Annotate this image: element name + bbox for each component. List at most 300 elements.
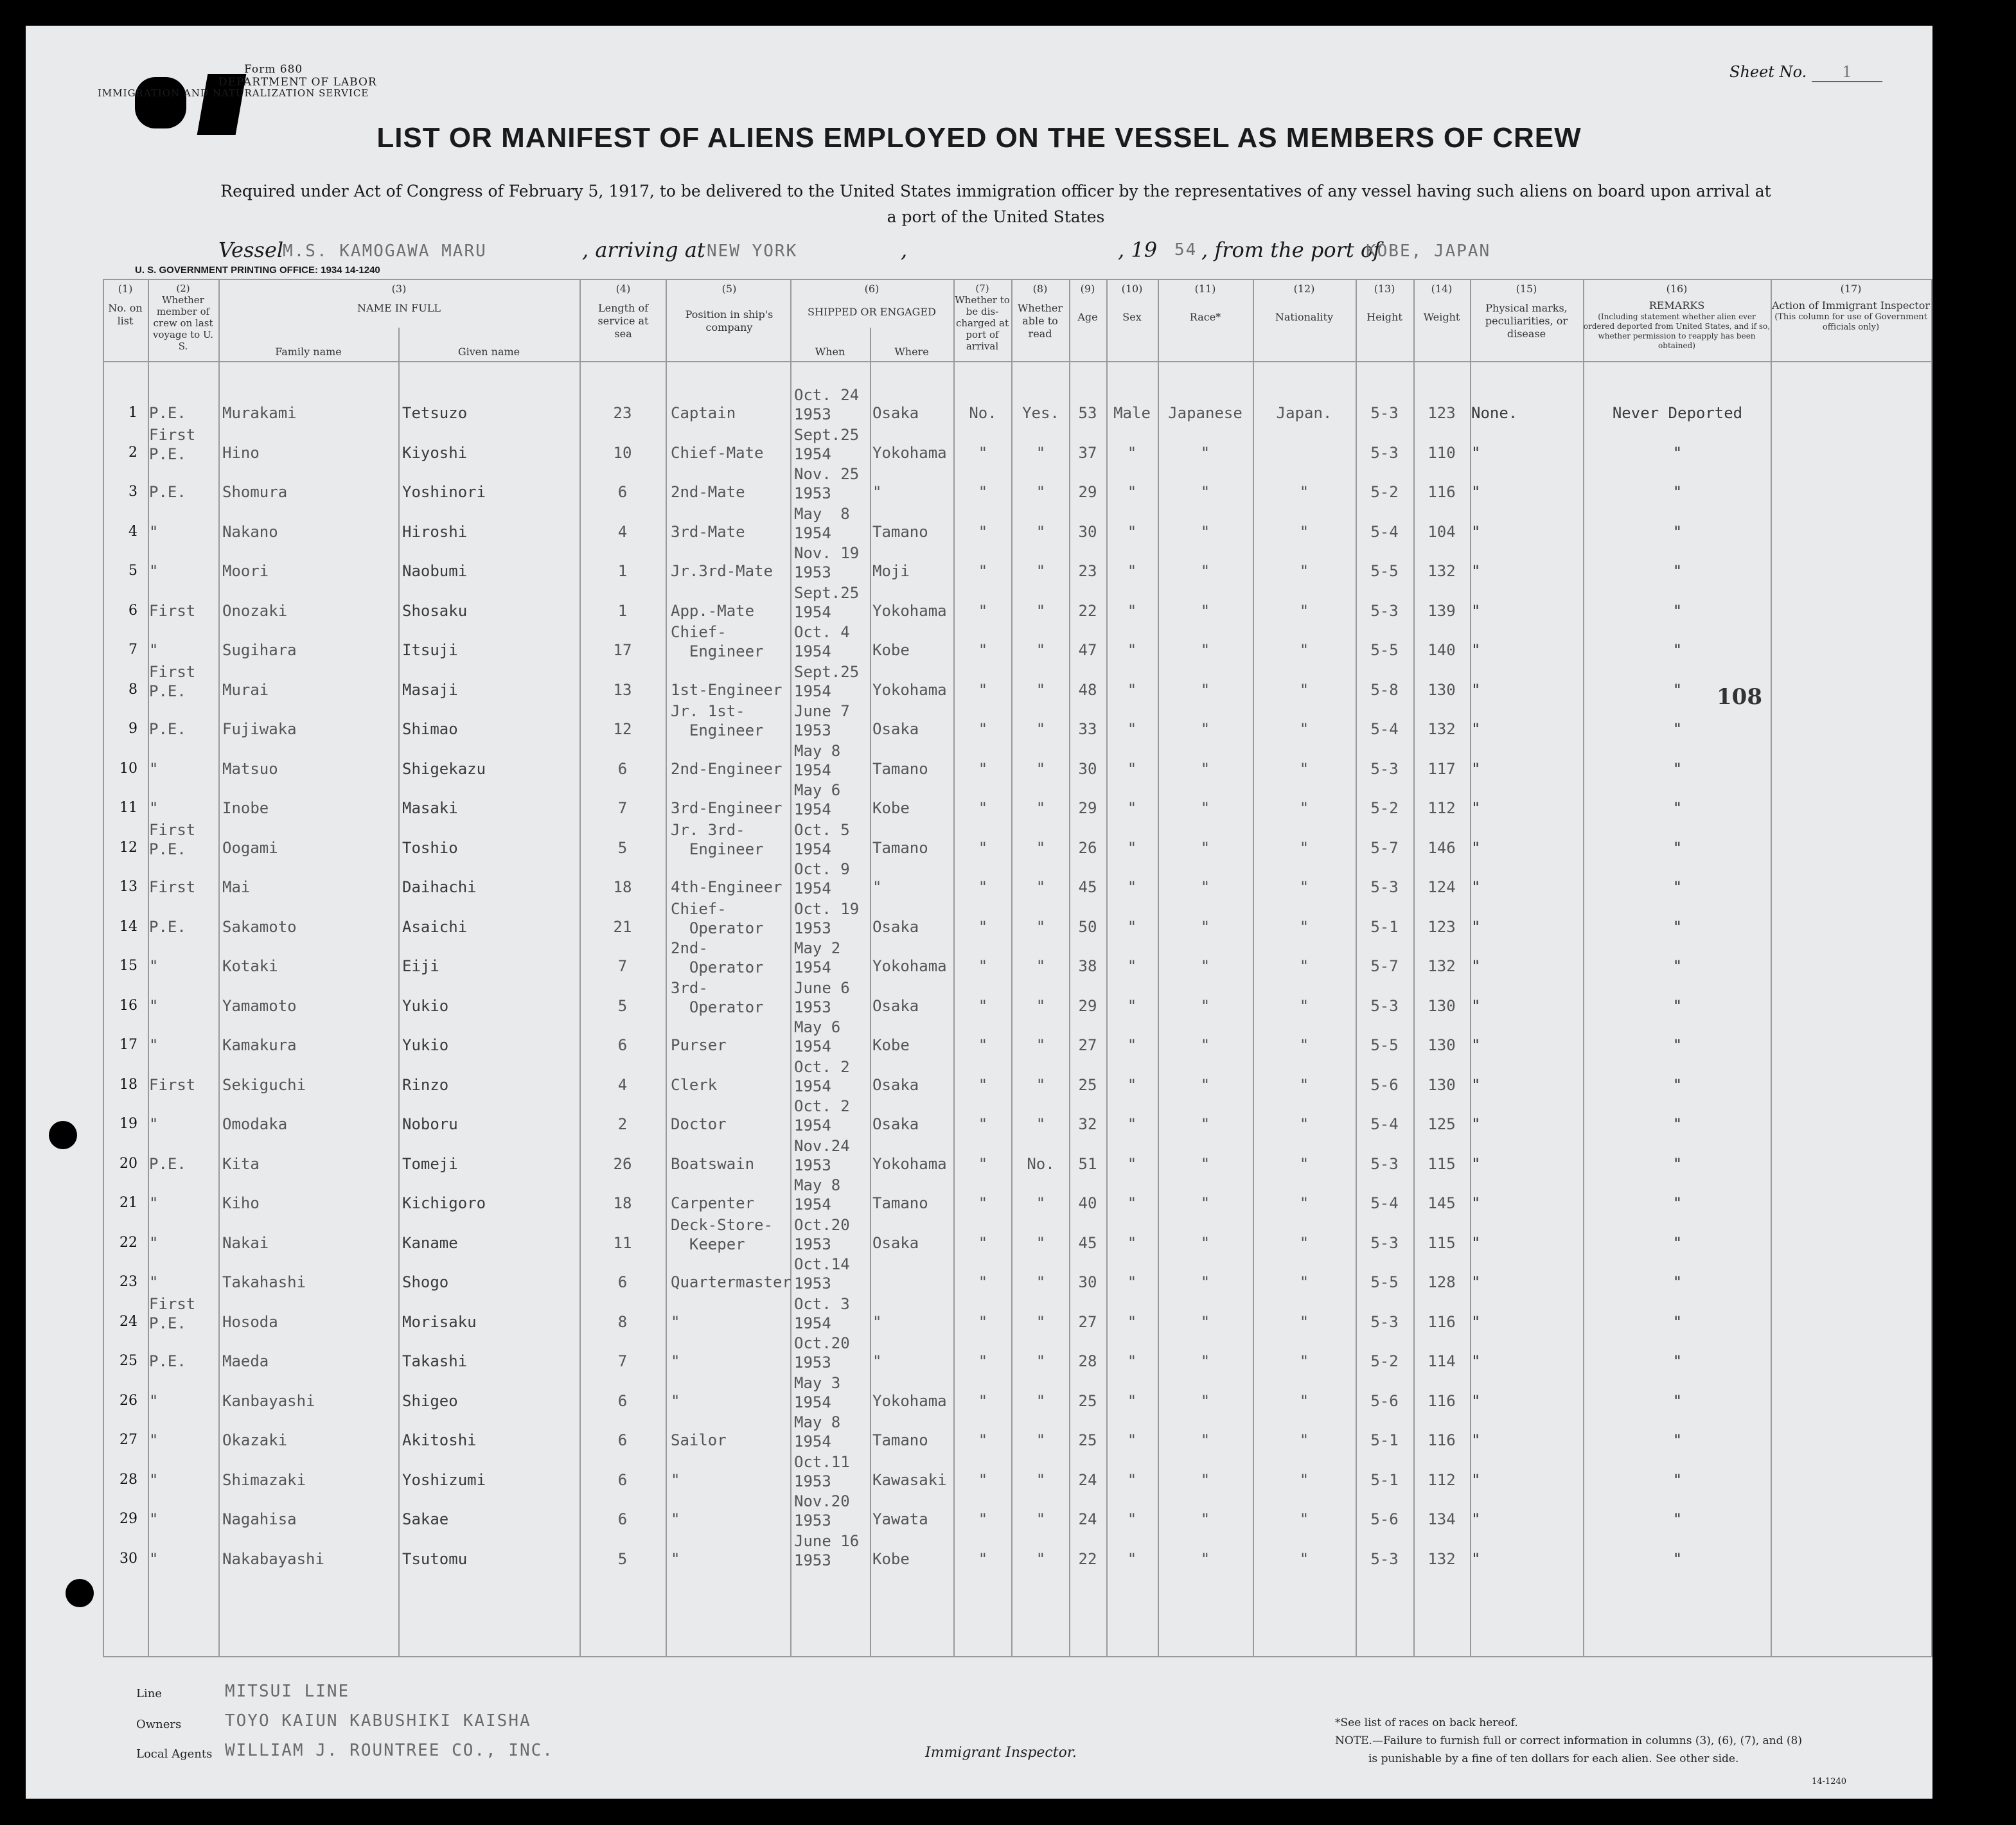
position-cell: 1st-Engineer xyxy=(671,680,783,699)
sex-cell: " xyxy=(1127,483,1137,501)
read-cell: " xyxy=(1036,1036,1046,1054)
weight-cell: 132 xyxy=(1428,957,1456,975)
race-cell: " xyxy=(1200,1154,1210,1173)
where-cell: " xyxy=(872,878,882,896)
position-cell: Sailor xyxy=(671,1431,727,1449)
family-name-cell: Kamakura xyxy=(222,1036,297,1054)
service-cell: 6 xyxy=(617,759,628,778)
where-cell: Yokohama xyxy=(872,680,947,699)
when-cell: Oct. 9 1954 xyxy=(794,860,850,897)
where-cell: Tamano xyxy=(872,838,928,857)
marks-cell: " xyxy=(1471,1115,1481,1133)
age-cell: 23 xyxy=(1078,562,1097,580)
weight-cell: 123 xyxy=(1428,404,1456,422)
sex-cell: " xyxy=(1127,1352,1137,1370)
marks-cell: " xyxy=(1471,1470,1481,1489)
marks-cell: " xyxy=(1471,799,1481,817)
row-number: 15 xyxy=(119,958,137,974)
height-cell: 5-4 xyxy=(1370,720,1399,738)
row-number: 1 xyxy=(128,405,137,421)
discharge-cell: " xyxy=(978,1352,988,1370)
where-cell: " xyxy=(872,1352,882,1370)
sex-cell: Male xyxy=(1113,404,1151,422)
race-cell: " xyxy=(1200,522,1210,541)
discharge-cell: " xyxy=(978,1115,988,1133)
where-cell: " xyxy=(872,1312,882,1331)
sex-cell: " xyxy=(1127,601,1137,620)
where-cell: Yokohama xyxy=(872,957,947,975)
where-cell: Yokohama xyxy=(872,601,947,620)
row-number: 3 xyxy=(128,484,137,500)
sex-cell: " xyxy=(1127,759,1137,778)
age-cell: 25 xyxy=(1078,1391,1097,1410)
position-cell: App.-Mate xyxy=(671,601,755,620)
nationality-cell: " xyxy=(1299,799,1309,817)
remarks-cell: " xyxy=(1672,1391,1683,1410)
when-cell: Nov. 25 1953 xyxy=(794,465,860,502)
member-cell: " xyxy=(149,562,159,580)
read-cell: " xyxy=(1036,720,1046,738)
col-divider xyxy=(666,279,667,1657)
sex-cell: " xyxy=(1127,1036,1137,1054)
remarks-cell: " xyxy=(1672,641,1683,659)
where-header: Where xyxy=(894,346,929,358)
member-cell: " xyxy=(149,996,159,1015)
remarks-cell: " xyxy=(1672,680,1683,699)
marks-cell: " xyxy=(1471,1549,1481,1568)
member-cell: First P.E. xyxy=(149,1294,196,1332)
col7-header: (7) Whether to be dis-charged at port of arrival xyxy=(955,283,1010,352)
col15-header: (15) Physical marks, peculiarities, or disease xyxy=(1485,283,1568,340)
member-cell: First xyxy=(149,878,196,896)
height-cell: 5-7 xyxy=(1370,957,1399,975)
where-cell: Osaka xyxy=(872,1075,919,1094)
row-number: 25 xyxy=(119,1353,137,1369)
race-cell: " xyxy=(1200,1036,1210,1054)
gpo-line: U. S. GOVERNMENT PRINTING OFFICE: 1934 14-1240 xyxy=(135,265,380,276)
position-cell: " xyxy=(671,1510,680,1528)
nationality-cell: " xyxy=(1299,1233,1309,1252)
read-cell: " xyxy=(1036,799,1046,817)
remarks-cell: " xyxy=(1672,1312,1683,1331)
nationality-cell: " xyxy=(1299,1312,1309,1331)
from-port-label: , from the port of xyxy=(1201,238,1381,262)
weight-cell: 130 xyxy=(1428,1075,1456,1094)
discharge-cell: " xyxy=(978,957,988,975)
service-cell: 7 xyxy=(617,1352,628,1370)
weight-cell: 116 xyxy=(1428,1431,1456,1449)
service-cell: 10 xyxy=(613,443,632,462)
read-cell: " xyxy=(1036,601,1046,620)
owners-label: Owners xyxy=(136,1718,182,1731)
given-name-cell: Masaji xyxy=(402,680,458,699)
height-cell: 5-7 xyxy=(1370,838,1399,857)
marks-cell: " xyxy=(1471,483,1481,501)
position-cell: 2nd-Engineer xyxy=(671,759,783,778)
service-cell: 5 xyxy=(617,996,628,1015)
read-cell: " xyxy=(1036,838,1046,857)
read-cell: " xyxy=(1036,996,1046,1015)
nationality-cell: " xyxy=(1299,1549,1309,1568)
age-cell: 45 xyxy=(1078,1233,1097,1252)
inspector-label: Immigrant Inspector. xyxy=(925,1745,1077,1761)
position-cell: Chief-Mate xyxy=(671,443,764,462)
when-cell: Nov. 19 1953 xyxy=(794,544,860,581)
race-cell: " xyxy=(1200,838,1210,857)
row-number: 20 xyxy=(119,1155,137,1172)
when-cell: May 3 1954 xyxy=(794,1373,841,1411)
department-label: DEPARTMENT OF LABOR xyxy=(218,76,377,89)
position-cell: Jr.3rd-Mate xyxy=(671,562,773,580)
position-cell: Jr. 1st- Engineer xyxy=(671,702,764,739)
col3-header: (3) NAME IN FULL xyxy=(357,283,441,314)
weight-cell: 146 xyxy=(1428,838,1456,857)
nationality-cell: " xyxy=(1299,759,1309,778)
marks-cell: " xyxy=(1471,1273,1481,1291)
col-divider xyxy=(398,328,400,1657)
race-cell: " xyxy=(1200,878,1210,896)
discharge-cell: " xyxy=(978,1510,988,1528)
note-races: *See list of races on back hereof. xyxy=(1335,1716,1518,1729)
age-cell: 29 xyxy=(1078,799,1097,817)
service-cell: 11 xyxy=(613,1233,632,1252)
sex-cell: " xyxy=(1127,799,1137,817)
col1-header: (1) No. on list xyxy=(108,283,143,327)
marks-cell: " xyxy=(1471,1036,1481,1054)
position-cell: Captain xyxy=(671,404,736,422)
given-name-cell: Shosaku xyxy=(402,601,468,620)
race-cell: " xyxy=(1200,1115,1210,1133)
weight-cell: 110 xyxy=(1428,443,1456,462)
member-cell: First P.E. xyxy=(149,425,196,463)
where-cell: Tamano xyxy=(872,522,928,541)
race-cell: " xyxy=(1200,562,1210,580)
read-cell: " xyxy=(1036,641,1046,659)
col17-header: (17) Action of Immigrant Inspector (This column for use of Government officials only) xyxy=(1772,283,1930,332)
year-prefix: , 19 xyxy=(1118,238,1158,262)
service-cell: 4 xyxy=(617,522,628,541)
member-cell: " xyxy=(149,1036,159,1054)
where-cell: Kobe xyxy=(872,641,910,659)
col-divider xyxy=(953,279,955,1657)
age-cell: 53 xyxy=(1078,404,1097,422)
col5-header: (5) Position in ship's company xyxy=(685,283,774,333)
sex-cell: " xyxy=(1127,522,1137,541)
weight-cell: 140 xyxy=(1428,641,1456,659)
member-cell: First xyxy=(149,601,196,620)
service-cell: 5 xyxy=(617,838,628,857)
position-cell: Boatswain xyxy=(671,1154,755,1173)
nationality-cell: " xyxy=(1299,601,1309,620)
discharge-cell: " xyxy=(978,1470,988,1489)
age-cell: 22 xyxy=(1078,1549,1097,1568)
discharge-cell: " xyxy=(978,483,988,501)
remarks-cell: " xyxy=(1672,1549,1683,1568)
member-cell: P.E. xyxy=(149,720,186,738)
row-number: 9 xyxy=(128,721,137,737)
service-cell: 23 xyxy=(613,404,632,422)
weight-cell: 123 xyxy=(1428,917,1456,936)
read-cell: " xyxy=(1036,522,1046,541)
family-name-cell: Sekiguchi xyxy=(222,1075,306,1094)
height-cell: 5-3 xyxy=(1370,1312,1399,1331)
remarks-cell: " xyxy=(1672,1194,1683,1212)
discharge-cell: " xyxy=(978,1036,988,1054)
remarks-cell: " xyxy=(1672,1233,1683,1252)
remarks-cell: " xyxy=(1672,1273,1683,1291)
header-bottom-border xyxy=(103,361,1932,362)
family-name-cell: Murakami xyxy=(222,404,297,422)
service-cell: 6 xyxy=(617,1273,628,1291)
remarks-cell: " xyxy=(1672,799,1683,817)
race-cell: " xyxy=(1200,1352,1210,1370)
member-cell: " xyxy=(149,1194,159,1212)
height-cell: 5-8 xyxy=(1370,680,1399,699)
sex-cell: " xyxy=(1127,641,1137,659)
read-cell: No. xyxy=(1027,1154,1055,1173)
age-cell: 29 xyxy=(1078,996,1097,1015)
given-name-cell: Akitoshi xyxy=(402,1431,477,1449)
when-cell: Oct. 19 1953 xyxy=(794,899,860,937)
marks-cell: " xyxy=(1471,443,1481,462)
family-name-cell: Sakamoto xyxy=(222,917,297,936)
weight-cell: 130 xyxy=(1428,1036,1456,1054)
agents-value: WILLIAM J. ROUNTREE CO., INC. xyxy=(225,1741,554,1760)
family-name-cell: Hino xyxy=(222,443,260,462)
read-cell: " xyxy=(1036,1352,1046,1370)
when-cell: Oct.14 1953 xyxy=(794,1255,850,1292)
read-cell: " xyxy=(1036,1312,1046,1331)
member-cell: First P.E. xyxy=(149,820,196,858)
member-cell: " xyxy=(149,1115,159,1133)
weight-cell: 132 xyxy=(1428,720,1456,738)
age-cell: 30 xyxy=(1078,522,1097,541)
nationality-cell: " xyxy=(1299,1194,1309,1212)
weight-cell: 114 xyxy=(1428,1352,1456,1370)
race-cell: " xyxy=(1200,799,1210,817)
row-number: 16 xyxy=(119,997,137,1014)
age-cell: 33 xyxy=(1078,720,1097,738)
service-cell: 6 xyxy=(617,1036,628,1054)
read-cell: " xyxy=(1036,483,1046,501)
discharge-cell: " xyxy=(978,601,988,620)
col-divider xyxy=(1583,279,1584,1657)
page-title: LIST OR MANIFEST OF ALIENS EMPLOYED ON THE VESSEL AS MEMBERS OF CREW xyxy=(376,122,1582,154)
nationality-cell: " xyxy=(1299,917,1309,936)
nationality-cell: " xyxy=(1299,1075,1309,1094)
remarks-cell: Never Deported xyxy=(1612,404,1743,422)
given-name-cell: Tetsuzo xyxy=(402,404,468,422)
family-name-cell: Fujiwaka xyxy=(222,720,297,738)
discharge-cell: " xyxy=(978,641,988,659)
sheet-number xyxy=(1729,63,1882,82)
sex-cell: " xyxy=(1127,1470,1137,1489)
service-cell: 8 xyxy=(617,1312,628,1331)
row-number: 13 xyxy=(119,879,137,895)
row-number: 18 xyxy=(119,1076,137,1093)
given-name-cell: Kiyoshi xyxy=(402,443,468,462)
service-cell: 5 xyxy=(617,1549,628,1568)
given-name-cell: Asaichi xyxy=(402,917,468,936)
position-cell: Doctor xyxy=(671,1115,727,1133)
sex-cell: " xyxy=(1127,1273,1137,1291)
when-cell: May 8 1954 xyxy=(794,504,850,542)
family-name-cell: Moori xyxy=(222,562,269,580)
row-number: 5 xyxy=(128,563,137,579)
weight-cell: 112 xyxy=(1428,799,1456,817)
sex-cell: " xyxy=(1127,680,1137,699)
service-cell: 1 xyxy=(617,562,628,580)
nationality-cell: " xyxy=(1299,878,1309,896)
when-cell: May 8 1954 xyxy=(794,741,841,779)
given-name-header: Given name xyxy=(457,346,520,358)
position-cell: " xyxy=(671,1312,680,1331)
race-cell: " xyxy=(1200,1273,1210,1291)
race-cell: " xyxy=(1200,957,1210,975)
service-label: IMMIGRATION AND NATURALIZATION SERVICE xyxy=(98,87,369,99)
service-cell: 6 xyxy=(617,1510,628,1528)
position-cell: 3rd-Mate xyxy=(671,522,745,541)
given-name-cell: Shigeo xyxy=(402,1391,458,1410)
when-cell: Nov.20 1953 xyxy=(794,1492,850,1530)
age-cell: 37 xyxy=(1078,443,1097,462)
age-cell: 24 xyxy=(1078,1470,1097,1489)
note-penalty: NOTE.—Failure to furnish full or correct information in columns (3), (6), (7), and (8) xyxy=(1335,1734,1802,1747)
member-cell: P.E. xyxy=(149,483,186,501)
age-cell: 28 xyxy=(1078,1352,1097,1370)
col-divider xyxy=(218,279,220,1657)
when-cell: Oct. 5 1954 xyxy=(794,820,850,858)
discharge-cell: " xyxy=(978,799,988,817)
height-cell: 5-5 xyxy=(1370,641,1399,659)
member-cell: " xyxy=(149,522,159,541)
where-cell: Kobe xyxy=(872,799,910,817)
col10-header: (10) Sex xyxy=(1121,283,1143,323)
service-cell: 21 xyxy=(613,917,632,936)
when-cell: May 2 1954 xyxy=(794,939,841,976)
arriving-label: , arriving at xyxy=(582,238,705,262)
sex-cell: " xyxy=(1127,1233,1137,1252)
when-cell: Oct. 4 1954 xyxy=(794,623,850,660)
sex-cell: " xyxy=(1127,1194,1137,1212)
race-cell: " xyxy=(1200,601,1210,620)
read-cell: " xyxy=(1036,1549,1046,1568)
col14-header: (14) Weight xyxy=(1423,283,1460,323)
when-cell: Oct. 24 1953 xyxy=(794,386,860,423)
discharge-cell: " xyxy=(978,838,988,857)
where-cell: Kawasaki xyxy=(872,1470,947,1489)
where-cell: Moji xyxy=(872,562,910,580)
read-cell: " xyxy=(1036,1470,1046,1489)
age-cell: 25 xyxy=(1078,1431,1097,1449)
row-number: 29 xyxy=(119,1511,137,1527)
family-name-cell: Omodaka xyxy=(222,1115,288,1133)
given-name-cell: Naobumi xyxy=(402,562,468,580)
read-cell: " xyxy=(1036,1431,1046,1449)
discharge-cell: " xyxy=(978,878,988,896)
when-cell: Oct.11 1953 xyxy=(794,1452,850,1490)
family-name-cell: Nakabayashi xyxy=(222,1549,324,1568)
marks-cell: " xyxy=(1471,1391,1481,1410)
height-cell: 5-4 xyxy=(1370,1115,1399,1133)
row-number: 17 xyxy=(119,1037,137,1053)
given-name-cell: Daihachi xyxy=(402,878,477,896)
remarks-cell: " xyxy=(1672,522,1683,541)
discharge-cell: " xyxy=(978,917,988,936)
position-cell: " xyxy=(671,1391,680,1410)
sheet-value: 1 xyxy=(1812,63,1882,82)
discharge-cell: " xyxy=(978,1075,988,1094)
given-name-cell: Toshio xyxy=(402,838,458,857)
marks-cell: " xyxy=(1471,1075,1481,1094)
race-cell: " xyxy=(1200,680,1210,699)
height-cell: 5-3 xyxy=(1370,1549,1399,1568)
service-cell: 18 xyxy=(613,1194,632,1212)
line-label: Line xyxy=(136,1687,162,1700)
position-cell: 3rd- Operator xyxy=(671,978,764,1016)
service-cell: 12 xyxy=(613,720,632,738)
weight-cell: 125 xyxy=(1428,1115,1456,1133)
where-cell: Tamano xyxy=(872,759,928,778)
col-divider xyxy=(1931,279,1932,1657)
sex-cell: " xyxy=(1127,562,1137,580)
height-cell: 5-3 xyxy=(1370,1233,1399,1252)
race-cell: " xyxy=(1200,1431,1210,1449)
position-cell: " xyxy=(671,1352,680,1370)
given-name-cell: Kichigoro xyxy=(402,1194,486,1212)
height-cell: 5-6 xyxy=(1370,1391,1399,1410)
page-subtitle: Required under Act of Congress of February 5, 1917, to be delivered to the United States immigration officer by the representatives of any vessel having such aliens on board upon arrival at a port of the United States xyxy=(220,182,1771,226)
row-number: 11 xyxy=(119,800,137,816)
given-name-cell: Yukio xyxy=(402,996,449,1015)
nationality-cell: " xyxy=(1299,1431,1309,1449)
line-value: MITSUI LINE xyxy=(225,1682,350,1701)
sex-cell: " xyxy=(1127,443,1137,462)
col12-header: (12) Nationality xyxy=(1275,283,1334,323)
where-cell: Osaka xyxy=(872,917,919,936)
position-cell: 2nd-Mate xyxy=(671,483,745,501)
nationality-cell: " xyxy=(1299,1352,1309,1370)
nationality-cell: " xyxy=(1299,1470,1309,1489)
height-cell: 5-2 xyxy=(1370,1352,1399,1370)
read-cell: " xyxy=(1036,680,1046,699)
family-name-cell: Shomura xyxy=(222,483,288,501)
height-cell: 5-3 xyxy=(1370,878,1399,896)
form-number: Form 680 xyxy=(244,63,303,76)
member-cell: " xyxy=(149,799,159,817)
given-name-cell: Yoshizumi xyxy=(402,1470,486,1489)
discharge-cell: " xyxy=(978,1549,988,1568)
col2-header: (2) Whether member of crew on last voyage to U. S. xyxy=(152,283,214,352)
race-cell: " xyxy=(1200,641,1210,659)
weight-cell: 132 xyxy=(1428,1549,1456,1568)
marks-cell: " xyxy=(1471,641,1481,659)
given-name-cell: Shigekazu xyxy=(402,759,486,778)
arrival-port: NEW YORK xyxy=(707,242,798,261)
nationality-cell: " xyxy=(1299,1115,1309,1133)
age-cell: 47 xyxy=(1078,641,1097,659)
where-cell: Osaka xyxy=(872,404,919,422)
vessel-label: Vessel xyxy=(218,238,284,262)
remarks-cell: " xyxy=(1672,917,1683,936)
given-name-cell: Masaki xyxy=(402,799,458,817)
weight-cell: 116 xyxy=(1428,1312,1456,1331)
family-name-cell: Shimazaki xyxy=(222,1470,306,1489)
when-cell: May 6 1954 xyxy=(794,1018,841,1055)
sex-cell: " xyxy=(1127,878,1137,896)
nationality-cell: " xyxy=(1299,1510,1309,1528)
position-cell: Carpenter xyxy=(671,1194,755,1212)
